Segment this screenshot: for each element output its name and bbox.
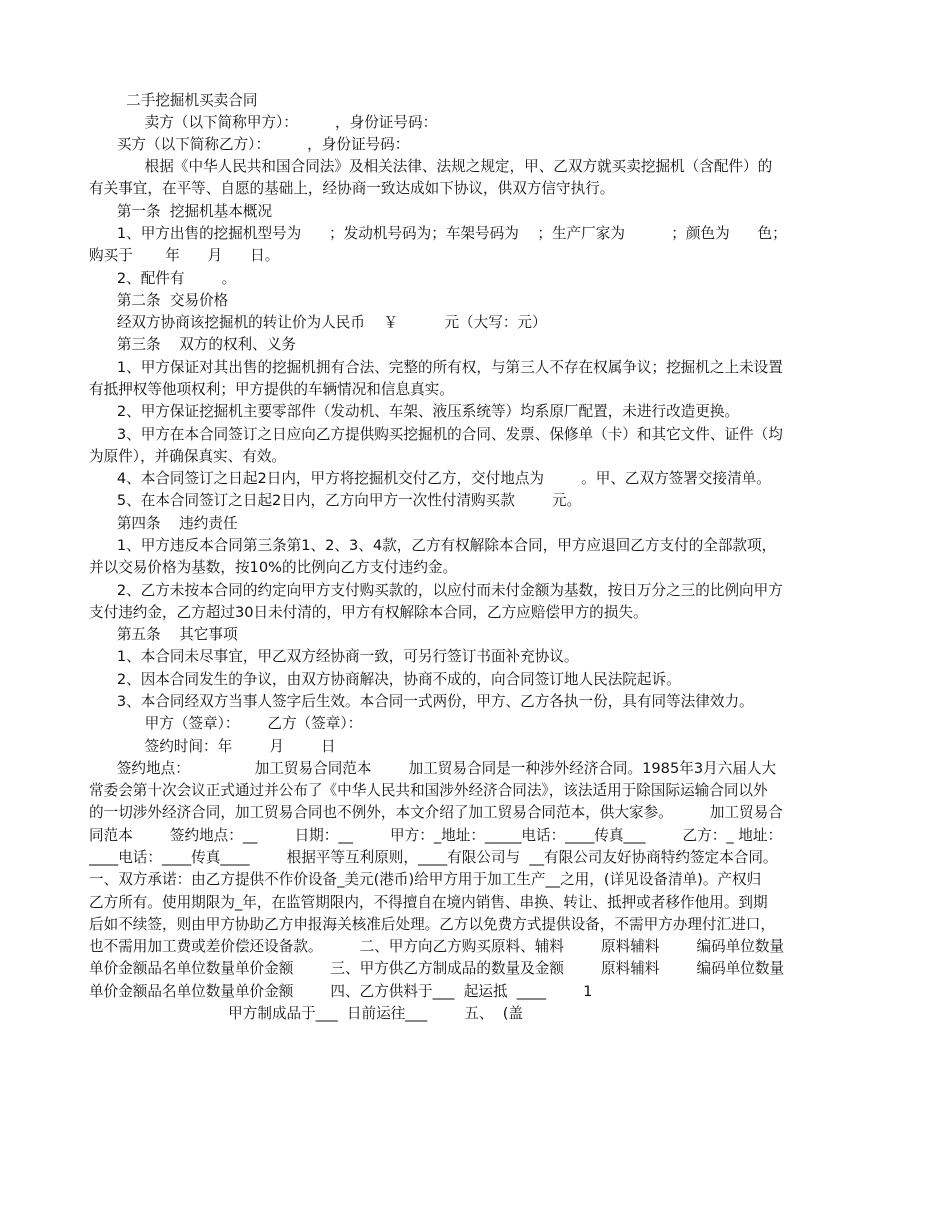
text-line: 同范本 签约地点：__ 日期：__ 甲方：_地址：_____电话：____传真___ 乙方：_ 地址： [89, 827, 783, 844]
text-line: 1、甲方出售的挖掘机型号为 ；发动机号码为；车架号码为 ；生产厂家为 ；颜色为 色； [89, 225, 787, 242]
document-title: 二手挖掘机买卖合同 [89, 92, 258, 109]
text-line: 单价金额品名单位数量单价金额 三、甲方供乙方制成品的数量及金额 原料辅料 编码单位数量 [89, 960, 785, 977]
text-line: 签约地点： 加工贸易合同范本 加工贸易合同是一种涉外经济合同。1985年3月六届人大 [89, 760, 777, 777]
text-line: 2、因本合同发生的争议，由双方协商解决，协商不成的，向合同签订地人民法院起诉。 [89, 671, 681, 688]
text-line: 经双方协商该挖掘机的转让价为人民币 ￥ 元（大写：元） [89, 314, 547, 331]
text-line: 有关事宜，在平等、自愿的基础上，经协商一致达成如下协议，供双方信守执行。 [89, 180, 615, 197]
text-line: 并以交易价格为基数，按10%的比例向乙方支付违约金。 [89, 559, 458, 576]
text-line: 5、在本合同签订之日起2日内，乙方向甲方一次性付清购买款 元。 [89, 492, 582, 509]
text-line: 2、乙方未按本合同的约定向甲方支付购买款的，以应付而未付金额为基数，按日万分之三的比例向甲方 [89, 582, 783, 599]
text-line: 3、甲方在本合同签订之日应向乙方提供购买挖掘机的合同、发票、保修单（卡）和其它文件、证件（均 [89, 426, 783, 443]
text-line: 支付违约金，乙方超过30日未付清的，甲方有权解除本合同，乙方应赔偿甲方的损失。 [89, 604, 648, 621]
section-heading: 第四条 违约责任 [89, 515, 238, 532]
text-line: 乙方所有。使用期限为_年，在监管期限内，不得擅自在境内销售、串换、转让、抵押或者移作他用。到期 [89, 894, 768, 911]
text-line: 的一切涉外经济合同，加工贸易合同也不例外，本文介绍了加工贸易合同范本，供大家参。 加工贸易合 [89, 804, 783, 821]
section-heading: 第五条 其它事项 [89, 626, 238, 643]
text-line: 3、本合同经双方当事人签字后生效。本合同一式两份，甲方、乙方各执一份，具有同等法律效力。 [89, 693, 754, 710]
seller-line: 卖方（以下简称甲方）： ，身份证号码： [89, 114, 438, 131]
signing-date-line: 签约时间：年 月 日 [89, 738, 336, 755]
text-line: 4、本合同签订之日起2日内，甲方将挖掘机交付乙方，交付地点为 。甲、乙双方签署交接清单。 [89, 470, 771, 487]
text-line: 为原件），并确保真实、有效。 [89, 448, 287, 465]
section-heading: 第一条 挖掘机基本概况 [89, 203, 273, 220]
text-line: 购买于 年 月 日。 [89, 247, 280, 264]
text-line: 单价金额品名单位数量单价金额 四、乙方供料于___ 起运抵 ____ 1 [89, 983, 593, 1000]
text-line: 1、甲方违反本合同第三条第1、2、3、4款，乙方有权解除本合同，甲方应退回乙方支付的全部款项， [89, 537, 777, 554]
text-line: 根据《中华人民共和国合同法》及相关法律、法规之规定，甲、乙双方就买卖挖掘机（含配件）的 [89, 158, 773, 175]
section-heading: 第三条 双方的权利、义务 [89, 336, 296, 353]
text-line: 一、双方承诺：由乙方提供不作价设备_美元(港币)给甲方用于加工生产__之用，(详见设备清单)。产权归 [89, 871, 762, 888]
text-line: 也不需用加工费或差价偿还设备款。 二、甲方向乙方购买原料、辅料 原料辅料 编码单位数量 [89, 938, 785, 955]
signature-line: 甲方（签章）： 乙方（签章）： [89, 715, 363, 732]
text-line: 甲方制成品于___ 日前运往___ 五、 (盖 [89, 1005, 524, 1022]
text-line: 有抵押权等他项权利；甲方提供的车辆情况和信息真实。 [89, 381, 454, 398]
text-line: 1、甲方保证对其出售的挖掘机拥有合法、完整的所有权，与第三人不存在权属争议；挖掘机之上未设置 [89, 359, 783, 376]
section-heading: 第二条 交易价格 [89, 292, 229, 309]
text-line: 1、本合同未尽事宜，甲乙双方经协商一致，可另行签订书面补充协议。 [89, 648, 579, 665]
text-line: 常委会第十次会议正式通过并公布了《中华人民共和国涉外经济合同法》，该法适用于除国际运输合同以外 [89, 782, 768, 799]
text-line: 2、配件有 。 [89, 270, 237, 287]
text-line: ____电话：____传真____ 根据平等互利原则，____有限公司与 __有限公司友好协商特约签定本合同。 [89, 849, 778, 866]
text-line: 2、甲方保证挖掘机主要零部件（发动机、车架、液压系统等）均系原厂配置，未进行改造更换。 [89, 403, 740, 420]
text-line: 后如不续签，则由甲方协助乙方申报海关核准后处理。乙方以免费方式提供设备，不需甲方办理付汇进口， [89, 916, 775, 933]
buyer-line: 买方（以下简称乙方）： ，身份证号码： [89, 136, 410, 153]
